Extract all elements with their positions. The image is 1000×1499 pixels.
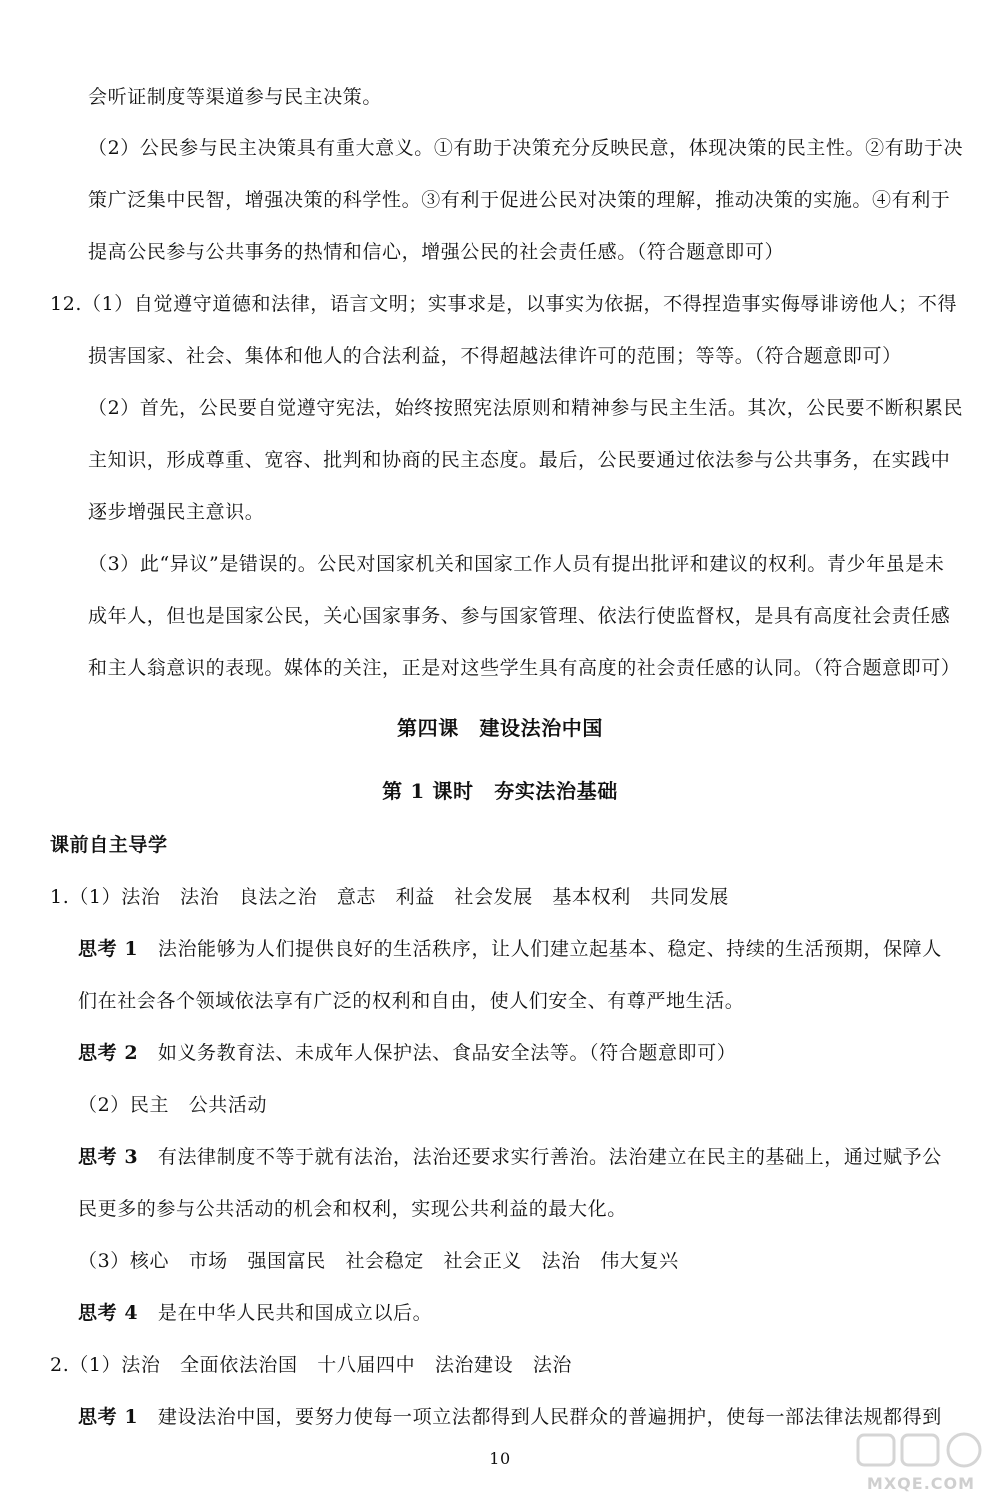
think-text: 法治能够为人们提供良好的生活秩序，让人们建立起基本、稳定、持续的生活预期，保障人 [157, 938, 942, 960]
section-title: 第 1 课时 夯实法治基础 [382, 779, 618, 803]
think-text: 有法律制度不等于就有法治，法治还要求实行善治。法治建立在民主的基础上，通过赋予公 [157, 1146, 942, 1168]
answer-line: 2.（1）法治 全面依法治国 十八届四中 法治建设 法治 [50, 1354, 573, 1376]
text-line: （2）公民参与民主决策具有重大意义。①有助于决策充分反映民意，体现决策的民主性。②有助于决 [88, 137, 964, 159]
answer-line: 1.（1）法治 法治 良法之治 意志 利益 社会发展 基本权利 共同发展 [50, 886, 729, 908]
text-line: 民更多的参与公共活动的机会和权利，实现公共利益的最大化。 [78, 1198, 627, 1220]
think-label: 思考 4 [78, 1302, 139, 1324]
think-line [78, 1404, 942, 1430]
text-line: 12.（1）自觉遵守道德和法律，语言文明；实事求是，以事实为依据，不得捏造事实侮辱诽谤他人；不得 [50, 293, 958, 315]
think-label: 思考 1 [78, 938, 139, 960]
think-line [78, 1040, 736, 1066]
think-text: 是在中华人民共和国成立以后。 [157, 1302, 433, 1324]
watermark-badge-icon [856, 1431, 986, 1471]
text-line: （2）首先，公民要自觉遵守宪法，始终按照宪法原则和精神参与民主生活。其次，公民要不断积累民 [88, 397, 964, 419]
section-heading: 课前自主导学 [50, 834, 168, 856]
think-line [78, 1144, 942, 1170]
text-line: 主知识，形成尊重、宽容、批判和协商的民主态度。最后，公民要通过依法参与公共事务，在实践中 [88, 449, 951, 471]
text-line: （3）此“异议”是错误的。公民对国家机关和国家工作人员有提出批评和建议的权利。青少年虽是未 [88, 553, 945, 575]
watermark-text: MXQE.COM [866, 1474, 976, 1493]
page-number: 10 [489, 1449, 511, 1468]
watermark-logo [846, 1431, 996, 1495]
text-line: 会听证制度等渠道参与民主决策。 [88, 86, 383, 108]
text-line: 和主人翁意识的表现。媒体的关注，正是对这些学生具有高度的社会责任感的认同。（符合题意即可） [88, 657, 961, 679]
text-line: 成年人，但也是国家公民，关心国家事务、参与国家管理、依法行使监督权，是具有高度社会责任感 [88, 605, 951, 627]
think-text: 建设法治中国，要努力使每一项立法都得到人民群众的普遍拥护，使每一部法律法规都得到 [157, 1406, 942, 1428]
think-line [78, 1300, 432, 1326]
text-line: 提高公民参与公共事务的热情和信心，增强公民的社会责任感。（符合题意即可） [88, 241, 785, 263]
text-line: 们在社会各个领域依法享有广泛的权利和自由，使人们安全、有尊严地生活。 [78, 990, 745, 1012]
think-text: 如义务教育法、未成年人保护法、食品安全法等。（符合题意即可） [157, 1042, 737, 1064]
text-line: 策广泛集中民智，增强决策的科学性。③有利于促进公民对决策的理解，推动决策的实施。④有利于 [88, 189, 951, 211]
text-line: 逐步增强民主意识。 [88, 501, 265, 523]
lesson-title: 第四课 建设法治中国 [397, 716, 603, 740]
answer-line: （3）核心 市场 强国富民 社会稳定 社会正义 法治 伟大复兴 [78, 1250, 679, 1272]
think-label: 思考 1 [78, 1406, 139, 1428]
think-line [78, 936, 942, 962]
answer-line: （2）民主 公共活动 [78, 1094, 268, 1116]
think-label: 思考 3 [78, 1146, 139, 1168]
think-label: 思考 2 [78, 1042, 139, 1064]
text-line: 损害国家、社会、集体和他人的合法利益，不得超越法律许可的范围；等等。（符合题意即可） [88, 345, 902, 367]
